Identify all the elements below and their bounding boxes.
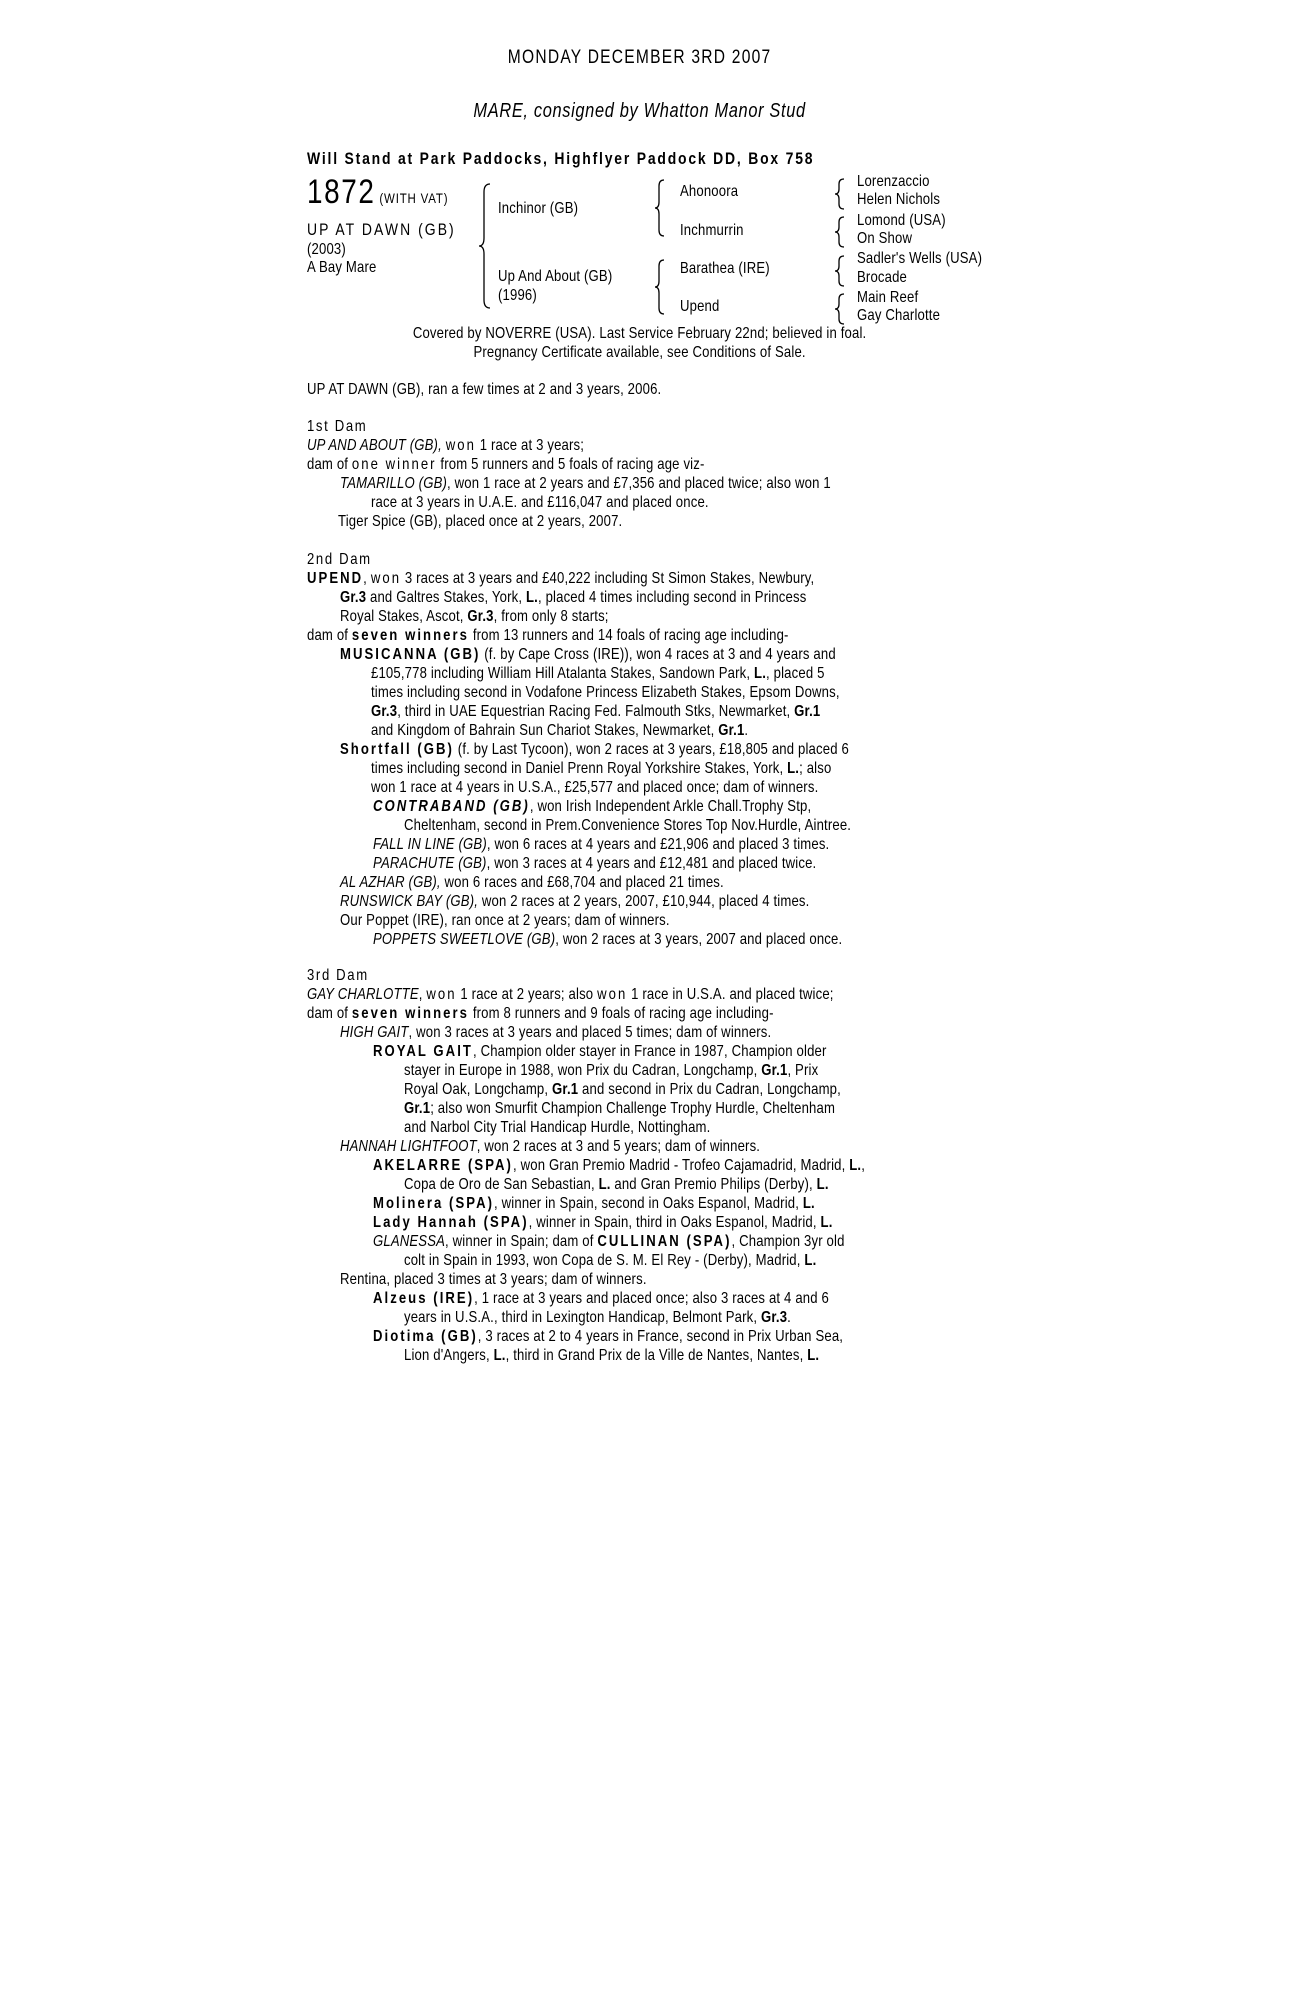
covered-note: Covered by NOVERRE (USA). Last Service February 22nd; believed in foal.: [412, 325, 867, 342]
text-run: Gr.1: [794, 703, 821, 720]
pedigree-dam-sire: Barathea (IRE): [680, 260, 770, 277]
text-run: ,: [861, 1157, 866, 1174]
second-dam-line: [307, 569, 814, 588]
text-run: ROYAL GAIT: [373, 1043, 473, 1060]
text-run: Gr.1: [761, 1062, 788, 1079]
text-run: Gr.1: [552, 1081, 579, 1098]
horse-name: UP AT DAWN (GB): [307, 220, 456, 239]
third-dam-heading: 3rd Dam: [307, 967, 369, 984]
second-dam-line: [371, 702, 820, 721]
text-run: Gr.1: [404, 1100, 431, 1117]
first-dam-line: Tiger Spice (GB), placed once at 2 years, 2007.: [338, 513, 623, 530]
text-run: , won 3 races at 4 years and £12,481 and placed twice.: [486, 855, 817, 872]
third-dam-line: [340, 1023, 771, 1042]
third-dam-line: [404, 1080, 841, 1099]
horse-description: A Bay Mare: [307, 259, 377, 276]
text-run: L.: [802, 1195, 815, 1212]
text-run: L.: [804, 1252, 817, 1269]
third-dam-line: [373, 1042, 827, 1061]
text-run: L.: [754, 665, 767, 682]
third-dam-line: [373, 1194, 815, 1213]
pedigree-dss: Sadler's Wells (USA): [857, 250, 983, 267]
text-run: CONTRABAND (GB): [373, 798, 530, 815]
text-run: , winner in Spain; dam of: [445, 1233, 594, 1250]
pedigree-brace-dam: [654, 258, 666, 316]
text-run: Diotima (GB): [373, 1328, 478, 1345]
text-run: won 2 races at 2 years, 2007, £10,944, placed 4 times.: [481, 893, 810, 910]
second-dam-line: [373, 930, 842, 949]
third-dam-line: [404, 1061, 818, 1080]
second-dam-line: Cheltenham, second in Prem.Convenience Stores Top Nov.Hurdle, Aintree.: [404, 817, 852, 834]
third-dam-line: [307, 985, 834, 1004]
first-dam-line: race at 3 years in U.A.E. and £116,047 and placed once.: [371, 494, 709, 511]
second-dam-line: won 1 race at 4 years in U.S.A., £25,577 and placed once; dam of winners.: [371, 779, 819, 796]
pedigree-brace-main: [478, 182, 492, 310]
text-run: AL AZHAR (GB),: [340, 874, 441, 891]
text-run: (f. by Last Tycoon), won 2 races at 3 years, £18,805 and placed 6: [457, 741, 849, 758]
text-run: L.: [816, 1176, 829, 1193]
text-run: L.: [849, 1157, 862, 1174]
sale-date: MONDAY DECEMBER 3RD 2007: [507, 47, 772, 68]
text-run: colt in Spain in 1993, won Copa de S. M. El Rey - (Derby), Madrid,: [404, 1252, 801, 1269]
pedigree-ddd: Gay Charlotte: [857, 307, 941, 324]
pedigree-ssd: Helen Nichols: [857, 191, 941, 208]
first-dam-line: [307, 436, 584, 455]
text-run: from 5 runners and 5 foals of racing age viz-: [440, 456, 705, 473]
third-dam-line: Rentina, placed 3 times at 3 years; dam of winners.: [340, 1271, 647, 1288]
third-dam-line: [404, 1251, 816, 1270]
pedigree-sire: Inchinor (GB): [498, 200, 579, 217]
first-dam-line: [307, 455, 705, 474]
text-run: L.: [493, 1347, 506, 1364]
third-dam-line: and Narbol City Trial Handicap Hurdle, Nottingham.: [404, 1119, 711, 1136]
third-dam-line: [404, 1346, 819, 1365]
text-run: HANNAH LIGHTFOOT: [340, 1138, 477, 1155]
second-dam-line: [340, 740, 849, 759]
text-run: Royal Stakes, Ascot,: [340, 608, 464, 625]
text-run: , won 3 races at 3 years and placed 5 times; dam of winners.: [408, 1024, 772, 1041]
text-run: dam of: [307, 456, 349, 473]
third-dam-line: [307, 1004, 774, 1023]
first-dam-heading: 1st Dam: [307, 418, 368, 435]
text-run: from 13 runners and 14 foals of racing age including-: [472, 627, 789, 644]
second-dam-line: [307, 626, 789, 645]
text-run: ; also: [799, 760, 832, 777]
second-dam-line: [340, 892, 809, 911]
text-run: , winner in Spain, third in Oaks Espanol, Madrid,: [528, 1214, 817, 1231]
text-run: seven winners: [351, 627, 470, 644]
second-dam-line: Our Poppet (IRE), ran once at 2 years; dam of winners.: [340, 912, 670, 929]
text-run: one winner: [351, 456, 437, 473]
text-run: RUNSWICK BAY (GB),: [340, 893, 479, 910]
text-run: 3 races at 3 years and £40,222 including St Simon Stakes, Newbury,: [404, 570, 815, 587]
pedigree-dds: Main Reef: [857, 289, 919, 306]
text-run: Molinera (SPA): [373, 1195, 495, 1212]
text-run: won 6 races and £68,704 and placed 21 times.: [444, 874, 724, 891]
text-run: , Champion older stayer in France in 1987, Champion older: [472, 1043, 827, 1060]
pedigree-sire-sire: Ahonoora: [680, 183, 739, 200]
text-run: L.: [525, 589, 538, 606]
second-dam-line: [340, 588, 806, 607]
text-run: AKELARRE (SPA): [373, 1157, 513, 1174]
text-run: , won 6 races at 4 years and £21,906 and placed 3 times.: [486, 836, 830, 853]
pedigree-dsd: Brocade: [857, 269, 908, 286]
text-run: , placed 4 times including second in Princess: [537, 589, 807, 606]
text-run: Copa de Oro de San Sebastian,: [404, 1176, 595, 1193]
third-dam-line: [373, 1289, 829, 1308]
pedigree-brace-3c: [834, 254, 846, 288]
race-summary: UP AT DAWN (GB), ran a few times at 2 and 3 years, 2006.: [307, 381, 662, 398]
text-run: , Champion 3yr old: [731, 1233, 845, 1250]
text-run: won: [370, 570, 402, 587]
second-dam-line: [373, 854, 816, 873]
text-run: , won Irish Independent Arkle Chall.Trophy Stp,: [529, 798, 812, 815]
text-run: UP AND ABOUT (GB),: [307, 437, 442, 454]
pedigree-sdd: On Show: [857, 230, 913, 247]
text-run: 1 race at 2 years; also: [460, 986, 594, 1003]
vat-note: (WITH VAT): [379, 190, 449, 206]
text-run: , 3 races at 2 to 4 years in France, second in Prix Urban Sea,: [477, 1328, 844, 1345]
text-run: Lady Hannah (SPA): [373, 1214, 529, 1231]
text-run: .: [787, 1309, 791, 1326]
foaling-year: (2003): [307, 241, 346, 258]
text-run: Gr.3: [371, 703, 398, 720]
text-run: won: [445, 437, 476, 454]
text-run: , won 2 races at 3 years, 2007 and placed once.: [555, 931, 843, 948]
text-run: GAY CHARLOTTE: [307, 986, 419, 1003]
text-run: Shortfall (GB): [340, 741, 454, 758]
pedigree-dam: Up And About (GB): [498, 268, 613, 285]
text-run: Gr.3: [340, 589, 367, 606]
text-run: POPPETS SWEETLOVE (GB): [373, 931, 556, 948]
pedigree-sds: Lomond (USA): [857, 212, 946, 229]
text-run: won: [426, 986, 457, 1003]
text-run: dam of: [307, 627, 349, 644]
text-run: stayer in Europe in 1988, won Prix du Cadran, Longchamp,: [404, 1062, 758, 1079]
text-run: , from only 8 starts;: [493, 608, 609, 625]
text-run: L.: [598, 1176, 611, 1193]
text-run: seven winners: [351, 1005, 470, 1022]
second-dam-line: [371, 759, 831, 778]
stand-location: Will Stand at Park Paddocks, Highflyer Paddock DD, Box 758: [307, 149, 815, 168]
first-dam-line: [340, 474, 831, 493]
pedigree-brace-sire: [654, 178, 666, 238]
third-dam-line: [373, 1156, 865, 1175]
third-dam-line: [340, 1137, 760, 1156]
third-dam-line: [373, 1232, 845, 1251]
text-run: won: [597, 986, 628, 1003]
text-run: , won 2 races at 3 and 5 years; dam of winners.: [476, 1138, 761, 1155]
text-run: from 8 runners and 9 foals of racing age including-: [472, 1005, 774, 1022]
text-run: TAMARILLO (GB): [340, 475, 448, 492]
pedigree-dam-dam: Upend: [680, 298, 720, 315]
text-run: .: [744, 722, 749, 739]
pregnancy-note: Pregnancy Certificate available, see Conditions of Sale.: [473, 344, 806, 361]
pedigree-dam-year: (1996): [498, 287, 537, 304]
third-dam-line: [404, 1099, 835, 1118]
text-run: 1 race in U.S.A. and placed twice;: [631, 986, 834, 1003]
text-run: , Prix: [787, 1062, 819, 1079]
text-run: Gr.1: [718, 722, 745, 739]
text-run: MUSICANNA (GB): [340, 646, 481, 663]
text-run: years in U.S.A., third in Lexington Handicap, Belmont Park,: [404, 1309, 758, 1326]
text-run: Gr.3: [760, 1309, 788, 1326]
text-run: and second in Prix du Cadran, Longchamp,: [582, 1081, 841, 1098]
text-run: , third in UAE Equestrian Racing Fed. Falmouth Stks, Newmarket,: [397, 703, 791, 720]
text-run: dam of: [307, 1005, 349, 1022]
text-run: (f. by Cape Cross (IRE)), won 4 races at 3 and 4 years and: [484, 646, 836, 663]
text-run: times including second in Daniel Prenn Royal Yorkshire Stakes, York,: [371, 760, 784, 777]
lot-number-line: [307, 174, 448, 210]
text-run: GLANESSA: [373, 1233, 446, 1250]
second-dam-line: [373, 797, 811, 816]
text-run: Gr.3: [467, 608, 494, 625]
text-run: and Kingdom of Bahrain Sun Chariot Stakes, Newmarket,: [371, 722, 715, 739]
second-dam-line: [371, 664, 825, 683]
second-dam-line: [340, 645, 836, 664]
third-dam-line: [373, 1213, 833, 1232]
text-run: HIGH GAIT: [340, 1024, 409, 1041]
text-run: , placed 5: [766, 665, 825, 682]
text-run: ,: [418, 986, 423, 1003]
pedigree-brace-3b: [834, 215, 846, 249]
second-dam-line: [373, 835, 829, 854]
text-run: UPEND: [307, 570, 364, 587]
pedigree-brace-3d: [834, 292, 846, 326]
text-run: ,: [363, 570, 368, 587]
third-dam-line: [373, 1327, 843, 1346]
text-run: , 1 race at 3 years and placed once; also 3 races at 4 and 6: [474, 1290, 829, 1307]
text-run: FALL IN LINE (GB): [373, 836, 487, 853]
text-run: CULLINAN (SPA): [597, 1233, 732, 1250]
second-dam-line: [340, 607, 609, 626]
second-dam-line: times including second in Vodafone Princess Elizabeth Stakes, Epsom Downs,: [371, 684, 840, 701]
lot-number: 1872: [307, 173, 376, 211]
text-run: , third in Grand Prix de la Ville de Nantes, Nantes,: [505, 1347, 804, 1364]
text-run: Royal Oak, Longchamp,: [404, 1081, 549, 1098]
consignor-line: MARE, consigned by Whatton Manor Stud: [473, 100, 806, 122]
second-dam-line: [371, 721, 748, 740]
third-dam-line: [404, 1175, 829, 1194]
text-run: £105,778 including William Hill Atalanta Stakes, Sandown Park,: [371, 665, 751, 682]
second-dam-heading: 2nd Dam: [307, 551, 372, 568]
pedigree-sire-dam: Inchmurrin: [680, 222, 744, 239]
pedigree-brace-3a: [834, 177, 846, 211]
text-run: Lion d'Angers,: [404, 1347, 490, 1364]
second-dam-line: [340, 873, 724, 892]
text-run: 1 race at 3 years;: [479, 437, 585, 454]
pedigree-sss: Lorenzaccio: [857, 173, 930, 190]
text-run: and Gran Premio Philips (Derby),: [614, 1176, 813, 1193]
text-run: L.: [820, 1214, 833, 1231]
text-run: , winner in Spain, second in Oaks Espanol, Madrid,: [494, 1195, 800, 1212]
text-run: PARACHUTE (GB): [373, 855, 487, 872]
third-dam-line: [404, 1308, 791, 1327]
text-run: Alzeus (IRE): [373, 1290, 475, 1307]
text-run: ; also won Smurfit Champion Challenge Trophy Hurdle, Cheltenham: [430, 1100, 836, 1117]
text-run: , won 1 race at 2 years and £7,356 and placed twice; also won 1: [447, 475, 831, 492]
text-run: and Galtres Stakes, York,: [370, 589, 523, 606]
text-run: L.: [787, 760, 800, 777]
text-run: , won Gran Premio Madrid - Trofeo Cajamadrid, Madrid,: [512, 1157, 846, 1174]
text-run: L.: [807, 1347, 820, 1364]
